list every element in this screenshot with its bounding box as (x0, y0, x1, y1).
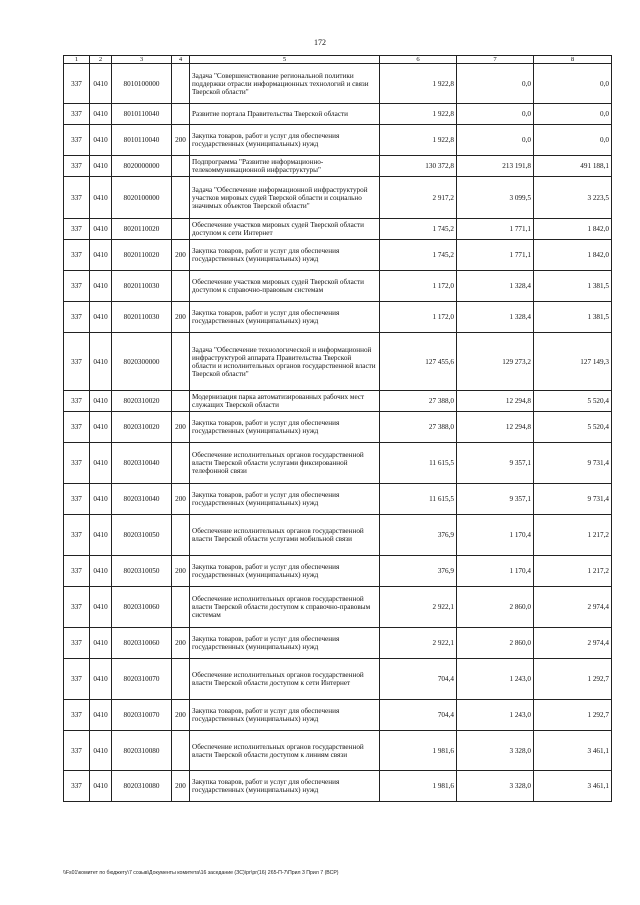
cell-amount-year2: 9 357,1 (457, 443, 534, 484)
cell-admin-code: 337 (64, 64, 90, 104)
cell-expense-type: 200 (172, 628, 190, 659)
cell-amount-year1: 27 388,0 (380, 412, 457, 443)
cell-target-article: 8020000000 (112, 156, 172, 177)
cell-amount-year1: 11 615,5 (380, 484, 457, 515)
cell-amount-year2: 3 328,0 (457, 771, 534, 802)
cell-admin-code: 337 (64, 659, 90, 700)
cell-amount-year1: 27 388,0 (380, 391, 457, 412)
cell-section-code: 0410 (90, 333, 112, 391)
column-header: 2 (90, 56, 112, 64)
cell-amount-year1: 127 455,6 (380, 333, 457, 391)
cell-amount-year2: 12 294,8 (457, 412, 534, 443)
cell-section-code: 0410 (90, 156, 112, 177)
cell-expense-type: 200 (172, 412, 190, 443)
cell-amount-year3: 1 842,0 (534, 219, 612, 240)
cell-expense-type (172, 177, 190, 219)
cell-amount-year3: 1 292,7 (534, 659, 612, 700)
cell-amount-year2: 0,0 (457, 64, 534, 104)
table-row (64, 391, 612, 412)
cell-target-article: 8020310070 (112, 700, 172, 731)
cell-admin-code: 337 (64, 443, 90, 484)
cell-expense-type: 200 (172, 484, 190, 515)
cell-expense-type (172, 659, 190, 700)
cell-admin-code: 337 (64, 391, 90, 412)
cell-section-code: 0410 (90, 587, 112, 628)
table-row (64, 219, 612, 240)
cell-description: Задача "Обеспечение информационной инфраструктурой участков мировых судей Тверской области и социально значимых объектов Тверской области" (190, 177, 380, 219)
cell-description: Обеспечение исполнительных органов государственной власти Тверской области доступом к справочно-правовым системам (190, 587, 380, 628)
table-row (64, 64, 612, 104)
table-row (64, 587, 612, 628)
cell-amount-year3: 0,0 (534, 104, 612, 125)
cell-description: Закупка товаров, работ и услуг для обеспечения государственных (муниципальных) нужд (190, 556, 380, 587)
cell-admin-code: 337 (64, 333, 90, 391)
cell-target-article: 8020310020 (112, 412, 172, 443)
budget-table (63, 55, 612, 802)
cell-target-article: 8010100000 (112, 64, 172, 104)
cell-amount-year1: 1 745,2 (380, 240, 457, 271)
cell-amount-year2: 1 771,1 (457, 240, 534, 271)
cell-description: Задача "Обеспечение технологической и информационной инфраструктурой аппарата Правительства Тверской области и исполнительных органов государственной власти Тверской области" (190, 333, 380, 391)
cell-expense-type (172, 104, 190, 125)
cell-amount-year3: 2 974,4 (534, 587, 612, 628)
cell-target-article: 8020310040 (112, 484, 172, 515)
cell-amount-year2: 1 170,4 (457, 556, 534, 587)
cell-amount-year1: 1 922,8 (380, 125, 457, 156)
cell-section-code: 0410 (90, 302, 112, 333)
table-row (64, 333, 612, 391)
cell-amount-year1: 1 981,6 (380, 771, 457, 802)
table-body (64, 64, 612, 802)
cell-section-code: 0410 (90, 240, 112, 271)
cell-target-article: 8020110030 (112, 271, 172, 302)
cell-target-article: 8020110020 (112, 240, 172, 271)
cell-amount-year3: 1 381,5 (534, 271, 612, 302)
cell-description: Закупка товаров, работ и услуг для обеспечения государственных (муниципальных) нужд (190, 125, 380, 156)
column-header: 3 (112, 56, 172, 64)
cell-description: Обеспечение участков мировых судей Тверской области доступом к сети Интернет (190, 219, 380, 240)
cell-amount-year3: 3 461,1 (534, 771, 612, 802)
cell-amount-year3: 0,0 (534, 125, 612, 156)
cell-description: Обеспечение исполнительных органов государственной власти Тверской области услугами мобильной связи (190, 515, 380, 556)
cell-amount-year3: 5 520,4 (534, 391, 612, 412)
cell-description: Закупка товаров, работ и услуг для обеспечения государственных (муниципальных) нужд (190, 628, 380, 659)
cell-amount-year2: 0,0 (457, 125, 534, 156)
cell-admin-code: 337 (64, 156, 90, 177)
cell-amount-year3: 127 149,3 (534, 333, 612, 391)
cell-description: Закупка товаров, работ и услуг для обеспечения государственных (муниципальных) нужд (190, 771, 380, 802)
cell-target-article: 8020310050 (112, 556, 172, 587)
cell-description: Модернизация парка автоматизированных рабочих мест служащих Тверской области (190, 391, 380, 412)
cell-section-code: 0410 (90, 515, 112, 556)
column-header: 5 (190, 56, 380, 64)
cell-expense-type: 200 (172, 302, 190, 333)
table-row (64, 302, 612, 333)
cell-section-code: 0410 (90, 556, 112, 587)
cell-admin-code: 337 (64, 556, 90, 587)
cell-section-code: 0410 (90, 64, 112, 104)
cell-section-code: 0410 (90, 731, 112, 771)
cell-expense-type (172, 219, 190, 240)
cell-amount-year1: 1 922,8 (380, 104, 457, 125)
cell-target-article: 8020110020 (112, 219, 172, 240)
cell-admin-code: 337 (64, 219, 90, 240)
cell-target-article: 8010110040 (112, 125, 172, 156)
cell-admin-code: 337 (64, 628, 90, 659)
cell-amount-year3: 1 217,2 (534, 556, 612, 587)
file-path-footer: \\Fs01\комитет по бюджету\7 созыв\Документы комитета\16 заседание (ЗС)\рг\рг(16) 265-П-7\Прил 3 Прил 7 (ВСР) (63, 870, 339, 876)
cell-amount-year3: 2 974,4 (534, 628, 612, 659)
cell-target-article: 8020310040 (112, 443, 172, 484)
cell-amount-year2: 1 771,1 (457, 219, 534, 240)
cell-section-code: 0410 (90, 177, 112, 219)
cell-amount-year1: 1 172,0 (380, 271, 457, 302)
table-row (64, 700, 612, 731)
cell-amount-year2: 1 328,4 (457, 302, 534, 333)
cell-target-article: 8020310050 (112, 515, 172, 556)
cell-amount-year2: 2 860,0 (457, 628, 534, 659)
cell-target-article: 8020310080 (112, 771, 172, 802)
cell-amount-year2: 129 273,2 (457, 333, 534, 391)
table-row (64, 556, 612, 587)
cell-amount-year2: 1 243,0 (457, 659, 534, 700)
cell-amount-year3: 1 217,2 (534, 515, 612, 556)
cell-amount-year3: 1 292,7 (534, 700, 612, 731)
column-header: 4 (172, 56, 190, 64)
cell-admin-code: 337 (64, 412, 90, 443)
cell-amount-year2: 213 191,8 (457, 156, 534, 177)
column-header: 7 (457, 56, 534, 64)
page-number: 172 (314, 38, 326, 47)
table-row (64, 443, 612, 484)
cell-amount-year1: 1 922,8 (380, 64, 457, 104)
cell-expense-type: 200 (172, 240, 190, 271)
cell-amount-year2: 12 294,8 (457, 391, 534, 412)
cell-section-code: 0410 (90, 700, 112, 731)
cell-amount-year2: 9 357,1 (457, 484, 534, 515)
cell-amount-year1: 376,9 (380, 556, 457, 587)
cell-amount-year1: 2 917,2 (380, 177, 457, 219)
cell-amount-year3: 0,0 (534, 64, 612, 104)
cell-admin-code: 337 (64, 125, 90, 156)
cell-expense-type (172, 333, 190, 391)
cell-amount-year3: 9 731,4 (534, 443, 612, 484)
cell-expense-type (172, 731, 190, 771)
cell-description: Обеспечение участков мировых судей Тверской области доступом к справочно-правовым системам (190, 271, 380, 302)
cell-target-article: 8020110030 (112, 302, 172, 333)
table-row (64, 240, 612, 271)
cell-description: Закупка товаров, работ и услуг для обеспечения государственных (муниципальных) нужд (190, 412, 380, 443)
table-row (64, 177, 612, 219)
cell-description: Закупка товаров, работ и услуг для обеспечения государственных (муниципальных) нужд (190, 484, 380, 515)
cell-amount-year3: 9 731,4 (534, 484, 612, 515)
table-row (64, 628, 612, 659)
table-row (64, 104, 612, 125)
cell-amount-year1: 376,9 (380, 515, 457, 556)
cell-description: Закупка товаров, работ и услуг для обеспечения государственных (муниципальных) нужд (190, 700, 380, 731)
cell-amount-year1: 704,4 (380, 659, 457, 700)
cell-admin-code: 337 (64, 731, 90, 771)
cell-amount-year2: 0,0 (457, 104, 534, 125)
cell-amount-year1: 2 922,1 (380, 587, 457, 628)
cell-description: Закупка товаров, работ и услуг для обеспечения государственных (муниципальных) нужд (190, 240, 380, 271)
cell-target-article: 8020100000 (112, 177, 172, 219)
cell-section-code: 0410 (90, 219, 112, 240)
cell-section-code: 0410 (90, 391, 112, 412)
cell-expense-type (172, 587, 190, 628)
cell-section-code: 0410 (90, 125, 112, 156)
cell-amount-year2: 3 328,0 (457, 731, 534, 771)
cell-section-code: 0410 (90, 628, 112, 659)
cell-target-article: 8020310020 (112, 391, 172, 412)
cell-admin-code: 337 (64, 240, 90, 271)
cell-description: Задача "Совершенствование региональной политики поддержки отрасли информационных технологий и связи Тверской области" (190, 64, 380, 104)
cell-description: Обеспечение исполнительных органов государственной власти Тверской области доступом к сети Интернет (190, 659, 380, 700)
cell-expense-type (172, 64, 190, 104)
cell-admin-code: 337 (64, 771, 90, 802)
cell-description: Обеспечение исполнительных органов государственной власти Тверской области услугами фиксированной телефонной связи (190, 443, 380, 484)
cell-amount-year2: 1 243,0 (457, 700, 534, 731)
cell-expense-type: 200 (172, 556, 190, 587)
cell-amount-year3: 3 461,1 (534, 731, 612, 771)
cell-section-code: 0410 (90, 104, 112, 125)
column-header: 1 (64, 56, 90, 64)
table-row (64, 125, 612, 156)
cell-section-code: 0410 (90, 484, 112, 515)
table-header-row (64, 56, 612, 64)
cell-admin-code: 337 (64, 104, 90, 125)
cell-amount-year1: 11 615,5 (380, 443, 457, 484)
cell-amount-year3: 491 188,1 (534, 156, 612, 177)
cell-description: Развитие портала Правительства Тверской области (190, 104, 380, 125)
cell-target-article: 8010110040 (112, 104, 172, 125)
table-row (64, 156, 612, 177)
cell-amount-year3: 5 520,4 (534, 412, 612, 443)
cell-amount-year3: 3 223,5 (534, 177, 612, 219)
cell-expense-type: 200 (172, 700, 190, 731)
cell-section-code: 0410 (90, 412, 112, 443)
cell-admin-code: 337 (64, 302, 90, 333)
cell-expense-type: 200 (172, 771, 190, 802)
cell-admin-code: 337 (64, 587, 90, 628)
table-row (64, 484, 612, 515)
cell-admin-code: 337 (64, 515, 90, 556)
cell-amount-year2: 1 170,4 (457, 515, 534, 556)
cell-target-article: 8020310070 (112, 659, 172, 700)
cell-admin-code: 337 (64, 700, 90, 731)
cell-expense-type (172, 391, 190, 412)
cell-amount-year1: 1 981,6 (380, 731, 457, 771)
cell-description: Обеспечение исполнительных органов государственной власти Тверской области доступом к линиям связи (190, 731, 380, 771)
cell-amount-year2: 3 099,5 (457, 177, 534, 219)
cell-admin-code: 337 (64, 484, 90, 515)
cell-description: Закупка товаров, работ и услуг для обеспечения государственных (муниципальных) нужд (190, 302, 380, 333)
cell-target-article: 8020300000 (112, 333, 172, 391)
cell-amount-year3: 1 381,5 (534, 302, 612, 333)
cell-admin-code: 337 (64, 271, 90, 302)
cell-section-code: 0410 (90, 771, 112, 802)
cell-amount-year1: 704,4 (380, 700, 457, 731)
cell-amount-year1: 130 372,8 (380, 156, 457, 177)
cell-amount-year1: 1 745,2 (380, 219, 457, 240)
cell-target-article: 8020310060 (112, 628, 172, 659)
cell-expense-type (172, 443, 190, 484)
cell-expense-type (172, 515, 190, 556)
column-header: 6 (380, 56, 457, 64)
cell-description: Подпрограмма "Развитие информационно-телекоммуникационной инфраструктуры" (190, 156, 380, 177)
table-row (64, 659, 612, 700)
cell-amount-year1: 1 172,0 (380, 302, 457, 333)
table-row (64, 271, 612, 302)
cell-expense-type (172, 156, 190, 177)
cell-amount-year1: 2 922,1 (380, 628, 457, 659)
table-row (64, 771, 612, 802)
cell-expense-type (172, 271, 190, 302)
cell-target-article: 8020310060 (112, 587, 172, 628)
cell-expense-type: 200 (172, 125, 190, 156)
cell-amount-year2: 2 860,0 (457, 587, 534, 628)
cell-section-code: 0410 (90, 271, 112, 302)
column-header: 8 (534, 56, 612, 64)
table-row (64, 412, 612, 443)
cell-amount-year3: 1 842,0 (534, 240, 612, 271)
cell-amount-year2: 1 328,4 (457, 271, 534, 302)
cell-target-article: 8020310080 (112, 731, 172, 771)
table-row (64, 731, 612, 771)
cell-section-code: 0410 (90, 443, 112, 484)
table-row (64, 515, 612, 556)
cell-admin-code: 337 (64, 177, 90, 219)
cell-section-code: 0410 (90, 659, 112, 700)
